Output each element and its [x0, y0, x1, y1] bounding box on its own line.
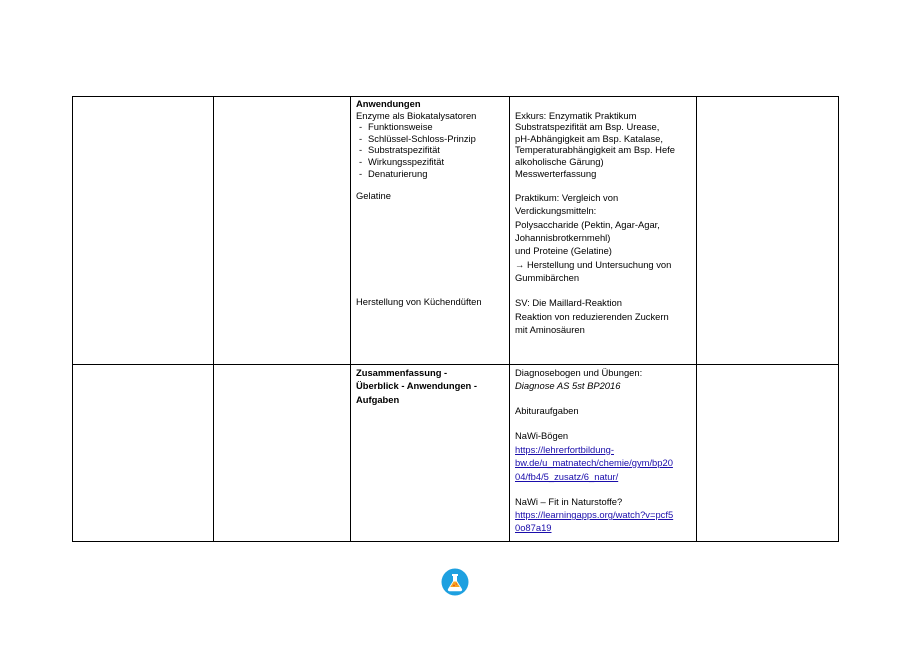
learningapps-link[interactable] [515, 508, 692, 535]
table-row [73, 365, 839, 542]
diagnose-reference: Diagnose AS 5st BP2016 [515, 380, 621, 392]
table-cell-empty [697, 97, 839, 365]
fit-label: NaWi – Fit in Naturstoffe? [515, 495, 623, 507]
link-line[interactable]: 04/fb4/5_zusatz/6_natur/ [515, 470, 619, 482]
topic-kuechenduefte: Herstellung von Küchendüften [356, 295, 482, 307]
section-heading: Anwendungen [356, 98, 421, 109]
topic-gelatine: Gelatine [356, 190, 391, 202]
list-item: - Funktionsweise [359, 121, 433, 133]
text-line: Johannisbrotkernmehl) [515, 231, 611, 243]
text-line: Verdickungsmitteln: [515, 205, 597, 217]
text-line: → Herstellung und Untersuchung von [515, 258, 672, 270]
table-cell-empty [73, 365, 214, 542]
maillard-block [515, 296, 692, 336]
table-cell-empty [73, 97, 214, 365]
link-line[interactable]: https://lehrerfortbildung- [515, 443, 615, 455]
table-row [73, 97, 839, 365]
nawi-label: NaWi-Bögen [515, 430, 569, 442]
link-line[interactable]: bw.de/u_matnatech/chemie/gym/bp20 [515, 457, 673, 469]
praktikum-block [515, 191, 692, 285]
text-line: Überblick - Anwendungen - [356, 380, 478, 392]
topic-list [356, 121, 505, 179]
link-line[interactable]: https://learningapps.org/watch?v=pcf5 [515, 509, 674, 521]
text-line: Zusammenfassung - [356, 367, 448, 378]
nawi-link[interactable] [515, 443, 692, 483]
list-item: - Substratspezifität [359, 144, 440, 156]
table-cell-empty [697, 365, 839, 542]
text-line: Messwerterfassung [515, 167, 597, 179]
exkurs-block [515, 110, 692, 180]
section-subheading: Enzyme als Biokatalysatoren [356, 109, 477, 121]
diagnose-label: Diagnosebogen und Übungen: [515, 367, 643, 378]
content-cell [351, 365, 510, 542]
text-line: Polysaccharide (Pektin, Agar-Agar, [515, 218, 660, 230]
list-item: - Denaturierung [359, 167, 428, 179]
text-line: mit Aminosäuren [515, 324, 585, 335]
table-cell-empty [214, 365, 351, 542]
chemistry-flask-logo-icon [441, 568, 469, 596]
text-line: pH-Abhängigkeit am Bsp. Katalase, [515, 132, 663, 144]
text-line: Exkurs: Enzymatik Praktikum [515, 109, 637, 121]
text-line: und Proteine (Gelatine) [515, 245, 612, 257]
text-line: Reaktion von reduzierenden Zuckern [515, 310, 669, 322]
activity-cell [510, 97, 697, 365]
text-line: Substratspezifität am Bsp. Urease, [515, 121, 660, 133]
text-line: Praktikum: Vergleich von [515, 191, 619, 203]
abitur-label: Abituraufgaben [515, 405, 579, 417]
content-cell [351, 97, 510, 365]
resources-cell [510, 365, 697, 542]
text-line: SV: Die Maillard-Reaktion [515, 297, 622, 309]
text-line: Gummibärchen [515, 272, 580, 284]
text-line: Aufgaben [356, 393, 400, 405]
list-item: - Schlüssel-Schloss-Prinzip [359, 132, 476, 144]
summary-heading [356, 366, 505, 406]
list-item: - Wirkungsspezifität [359, 155, 445, 167]
link-line[interactable]: 0o87a19 [515, 522, 552, 534]
text-line: alkoholische Gärung) [515, 155, 604, 167]
curriculum-table [72, 96, 839, 542]
table-cell-empty [214, 97, 351, 365]
text-line: Temperaturabhängigkeit am Bsp. Hefe [515, 144, 675, 156]
